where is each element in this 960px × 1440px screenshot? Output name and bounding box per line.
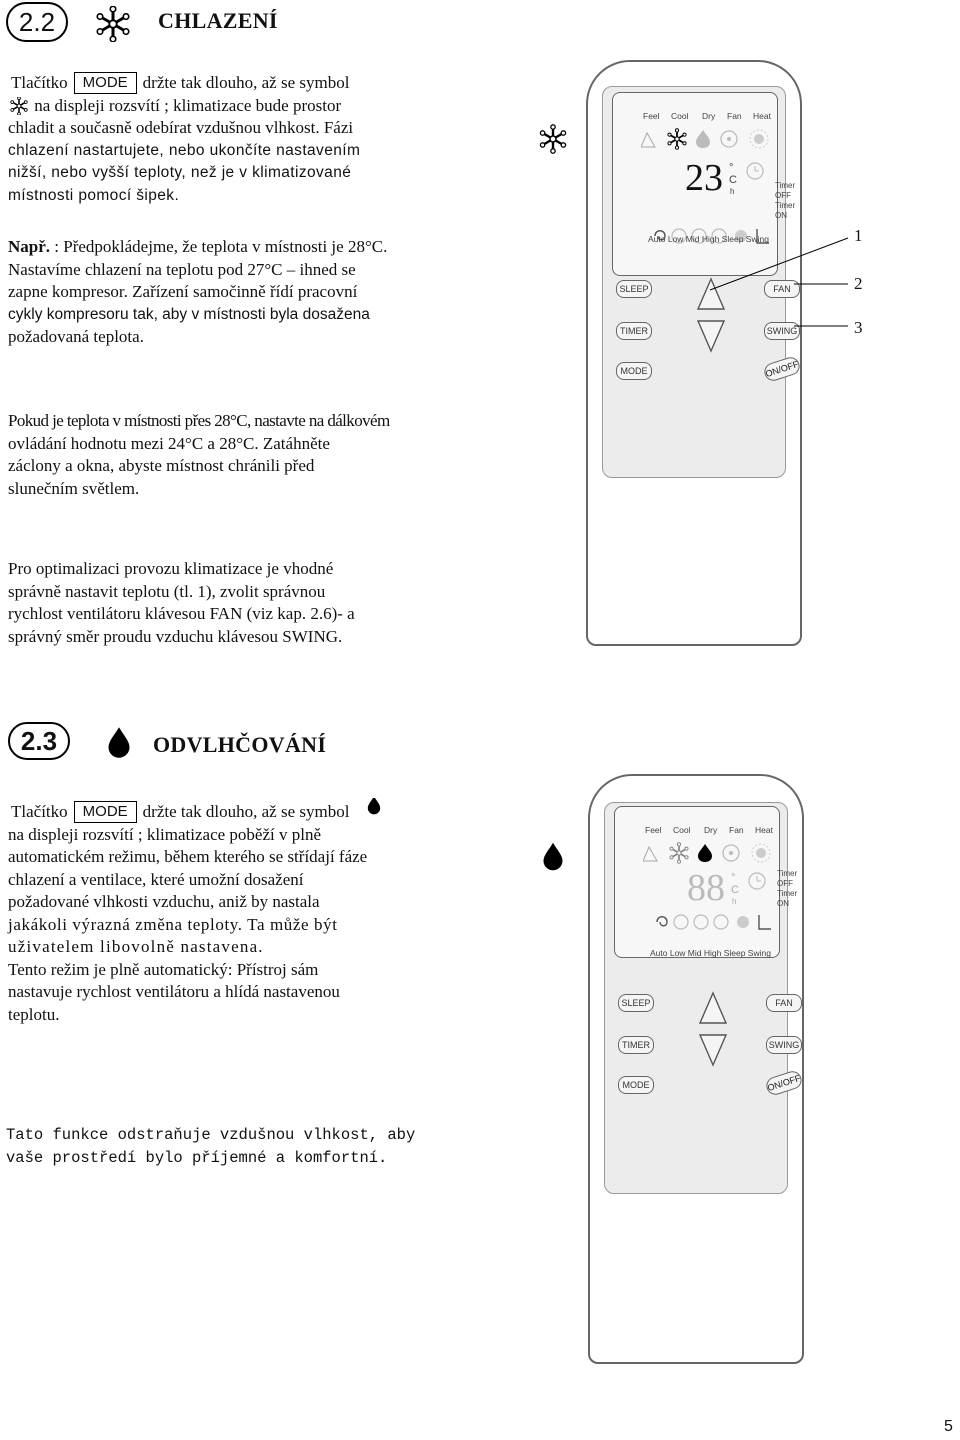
mode-button[interactable]: MODE: [618, 1076, 654, 1094]
fan-speed-icons-row: [651, 911, 777, 933]
section-title: ODVLHČOVÁNÍ: [153, 732, 327, 757]
droplet-icon: [540, 838, 566, 872]
mode-label-feel: Feel: [643, 111, 660, 121]
section-number-badge: [6, 2, 68, 42]
cool-paragraph-3: Pokud je teplota v místnosti přes 28°C, nastavte na dálkovém ovládání hodnotu mezi 24°C a 28°C. Zatáhněte záclony a okna, abyste místnost chránili před slunečním světlem.: [8, 411, 390, 498]
section-number: 2.3: [20, 725, 58, 756]
mode-label-cool: Cool: [673, 825, 691, 835]
fan-button[interactable]: FAN: [764, 280, 800, 298]
mode-label-dry: Dry: [704, 825, 718, 835]
snowflake-icon: [538, 124, 568, 154]
unit-hours: h: [732, 897, 737, 906]
cool-paragraph-4: Pro optimalizaci provozu klimatizace je vhodné správně nastavit teplotu (tl. 1), zvolit správnou rychlost ventilátoru klávesou FAN (viz kap. 2.6)- a správný směr proudu vzduchu klávesou SWING.: [8, 559, 355, 646]
callout-lines: [700, 230, 860, 340]
remote-control-dry: [588, 774, 804, 1364]
cool-paragraph-2: Např. : Předpokládejme, že teplota v místnosti je 28°C. Nastavíme chlazení na teplotu pod 27°C – ihned se zapne kompresor. Zařízení samočinně řídí pracovní cykly kompresoru tak, aby v místnosti byla dosažena požadovaná teplota.: [8, 237, 388, 346]
sleep-button[interactable]: SLEEP: [616, 280, 652, 298]
timer-button[interactable]: TIMER: [616, 322, 652, 340]
swing-button[interactable]: SWING: [766, 1036, 802, 1054]
unit-celsius: C: [731, 884, 739, 896]
unit-hours: h: [730, 187, 735, 196]
mode-label-fan: Fan: [727, 111, 742, 121]
section-number: 2.2: [18, 6, 56, 37]
remote-lcd: Feel Cool Dry Fan Heat 88 ° C h Timer OFF Timer ON: [614, 806, 780, 958]
clock-icon: [745, 161, 765, 181]
mode-label-feel: Feel: [645, 825, 662, 835]
mode-key: MODE: [74, 72, 137, 94]
timer-button[interactable]: TIMER: [618, 1036, 654, 1054]
droplet-icon: [104, 722, 134, 760]
temp-down-button[interactable]: [698, 1032, 728, 1068]
callout-3: 3: [854, 318, 863, 337]
fan-speed-labels: Auto Low Mid High Sleep Swing: [650, 948, 771, 958]
lcd-temperature: 88: [687, 867, 725, 909]
fan-button[interactable]: FAN: [766, 994, 802, 1012]
degree-symbol: °: [731, 872, 736, 884]
mode-label-cool: Cool: [671, 111, 689, 121]
clock-icon: [747, 871, 767, 891]
section-number-badge: [8, 722, 70, 760]
on-off-button[interactable]: ON/OFF: [762, 355, 802, 383]
remote-lcd: Feel Cool Dry Fan Heat 23 ° C h Timer OFF Timer ON: [612, 92, 778, 276]
swing-button[interactable]: SWING: [764, 322, 800, 340]
lcd-temperature: 23: [685, 157, 723, 199]
mode-label-dry: Dry: [702, 111, 716, 121]
droplet-icon: [363, 798, 385, 818]
mode-label-heat: Heat: [753, 111, 771, 121]
mode-button[interactable]: MODE: [616, 362, 652, 380]
cool-paragraph-1: Tlačítko MODE držte tak dlouho, až se symbol na displeji rozsvítí ; klimatizace bude prostor chladit a současně odebírat vzdušnou vlhkost. Fázi chlazení nastartujete, nebo ukončíte nastavením nižší, nebo vyšší teploty, než je v klimatizované místnosti pomocí šipek.: [8, 73, 361, 204]
snowflake-icon: [95, 6, 131, 42]
sleep-button[interactable]: SLEEP: [618, 994, 654, 1012]
mode-label-fan: Fan: [729, 825, 744, 835]
on-off-button[interactable]: ON/OFF: [764, 1069, 804, 1097]
mode-icons-row: [643, 841, 783, 865]
mode-label-heat: Heat: [755, 825, 773, 835]
snowflake-icon: [8, 97, 30, 115]
degree-symbol: °: [729, 162, 734, 174]
section-title: CHLAZENÍ: [158, 8, 278, 33]
dry-paragraph-2: Tato funkce odstraňuje vzdušnou vlhkost, aby vaše prostředí bylo příjemné a komfortní.: [6, 1126, 416, 1167]
mode-key: MODE: [74, 801, 137, 823]
temp-up-button[interactable]: [698, 990, 728, 1026]
page-number: 5: [944, 1418, 953, 1435]
dry-paragraph-1: Tlačítko MODE držte tak dlouho, až se symbol na displeji rozsvítí ; klimatizace poběží v plně automatickém režimu, během kterého se střídají fáze chlazení a ventilace, které umožní dosažení požadované vlhkosti vzduchu, aniž by nastala jakákoli výrazná změna teploty. Ta může být uživatelem libovolně nastavena. Tento režim je plně automatický: Přístroj sám nastavuje rychlost ventilátoru a hlídá nastavenou teplotu.: [8, 798, 422, 1026]
callout-1: 1: [854, 226, 863, 245]
fan-speed-labels: Auto Low Mid High Sleep Swing: [648, 234, 769, 244]
unit-celsius: C: [729, 174, 737, 186]
remote-control-cool: [586, 60, 802, 646]
callout-2: 2: [854, 274, 863, 293]
mode-icons-row: [641, 127, 781, 151]
